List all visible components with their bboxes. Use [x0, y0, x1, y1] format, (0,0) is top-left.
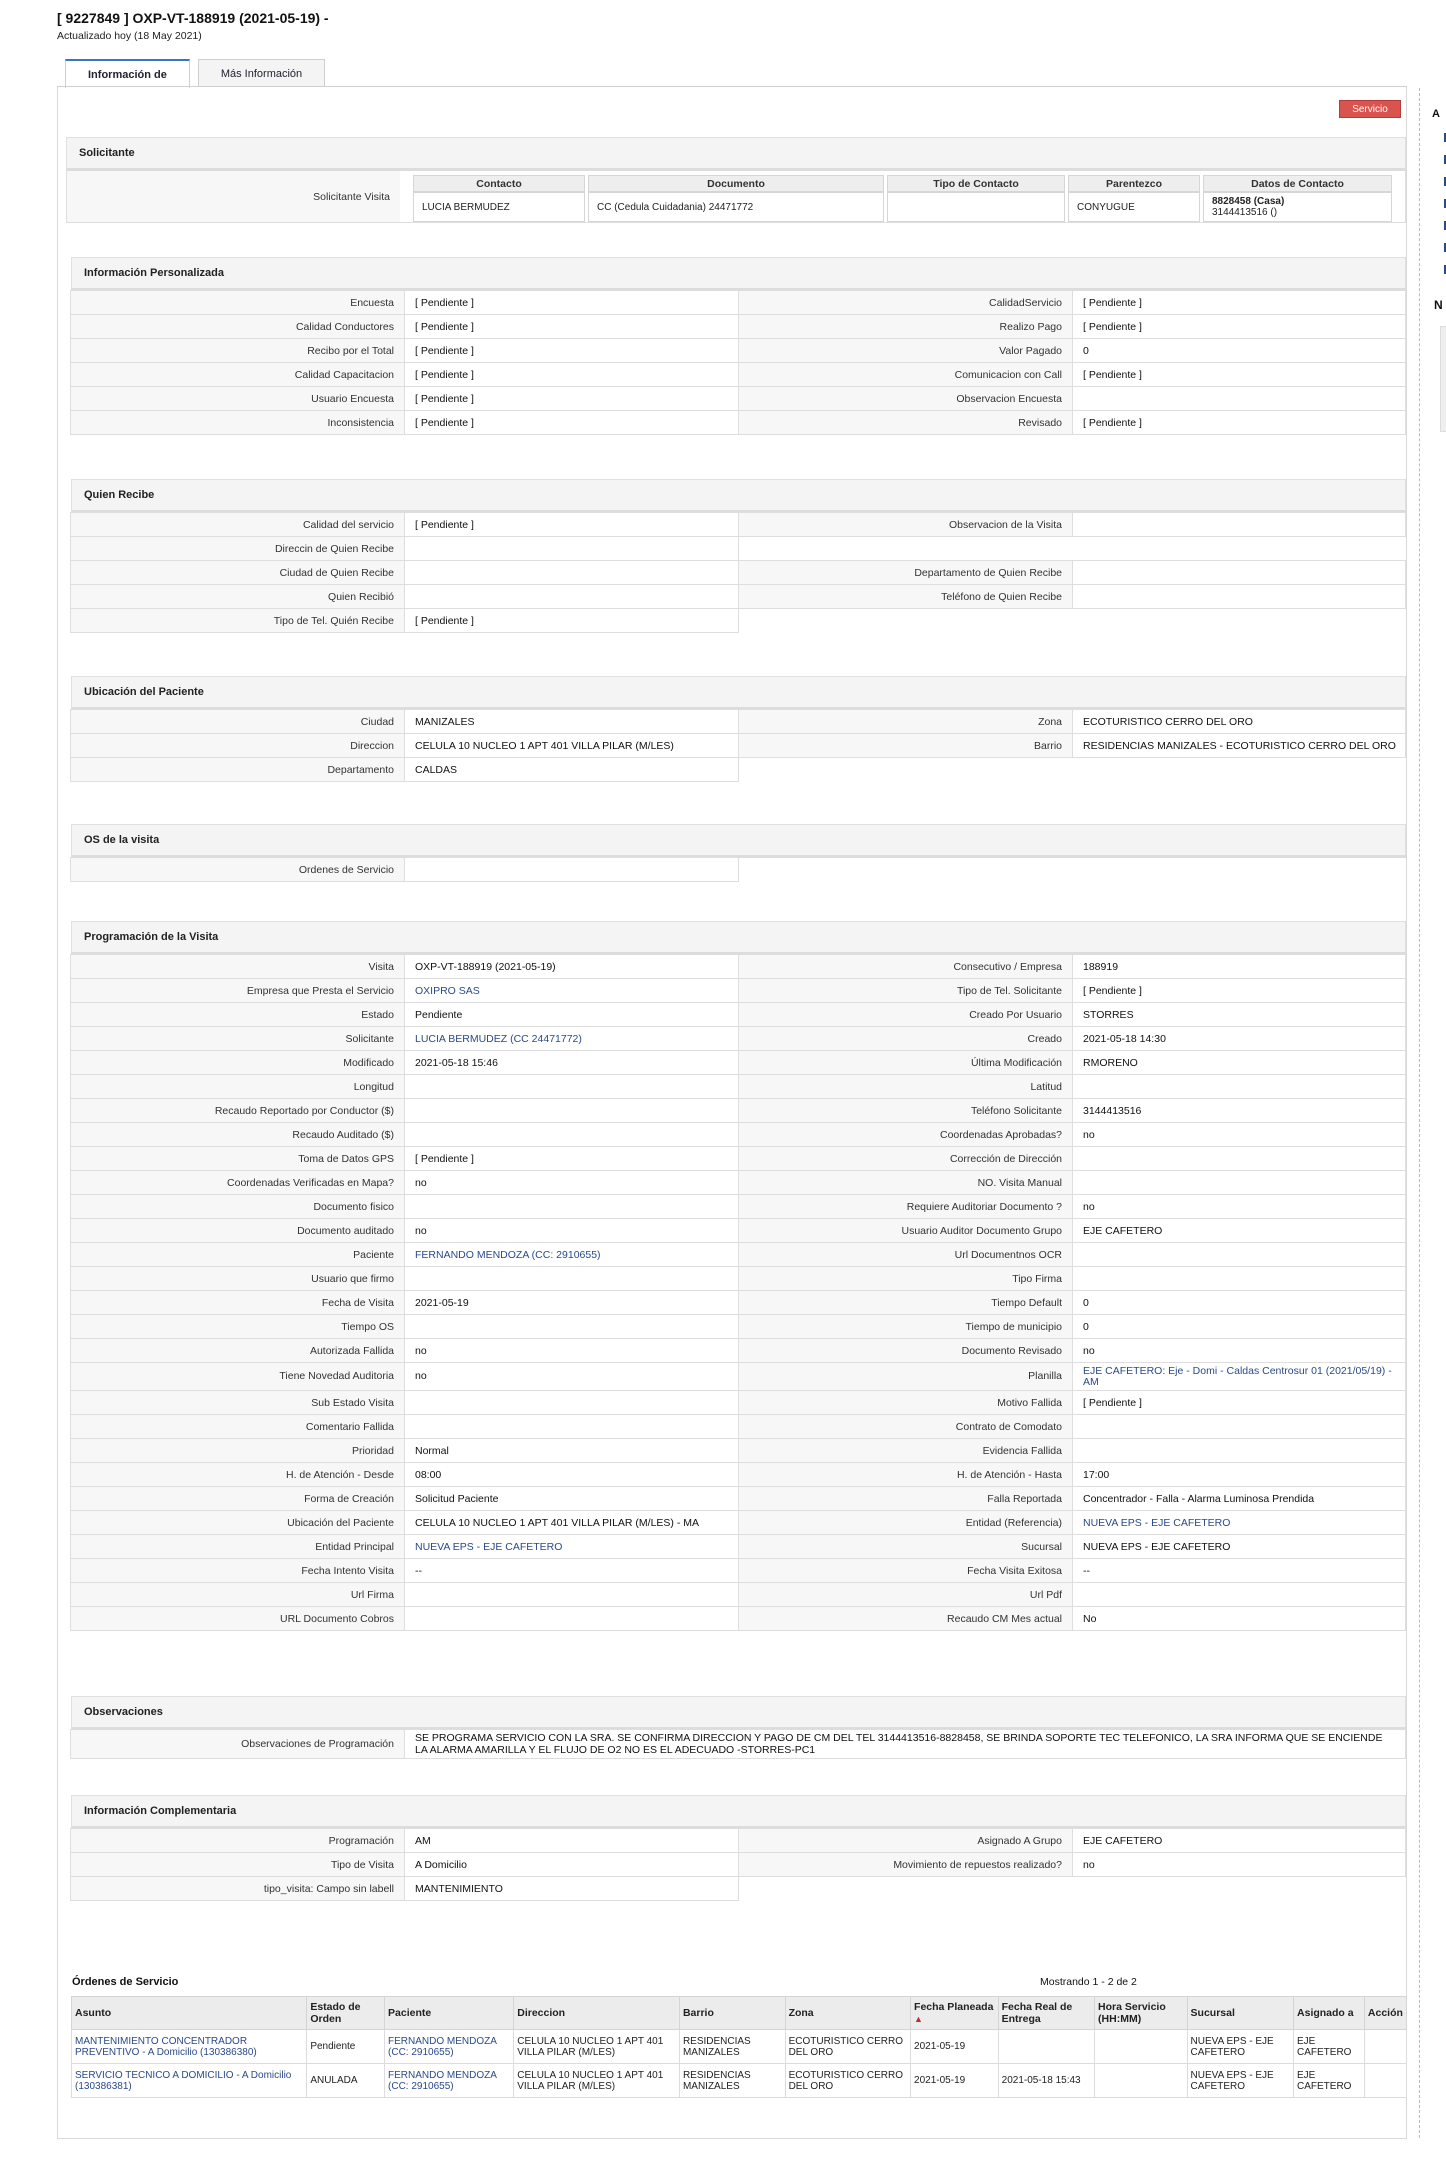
field-label: Documento fisico: [70, 1194, 405, 1219]
field-label: Recibo por el Total: [70, 338, 405, 363]
col-fecha-planeada-label: Fecha Planeada: [914, 2001, 994, 2013]
sidebar-panel: [1440, 326, 1446, 432]
parentezco-value: CONYUGUE: [1068, 192, 1200, 222]
col-fecha-planeada[interactable]: [911, 1997, 999, 2030]
field-label: Inconsistencia: [70, 410, 405, 435]
page-subtitle: Actualizado hoy (18 May 2021): [57, 30, 202, 42]
table-cell: NUEVA EPS - EJE CAFETERO: [1187, 2064, 1293, 2098]
field-label: Calidad del servicio: [70, 512, 405, 537]
field-value: [404, 584, 739, 609]
sidebar-letter-n: N: [1434, 298, 1443, 312]
tipo-contacto-value: [887, 192, 1065, 222]
field-value: 08:00: [404, 1462, 739, 1487]
field-value: EJE CAFETERO: Eje - Domi - Caldas Centrosur 01 (2021/05/19) - AM: [1072, 1362, 1406, 1391]
servicio-button[interactable]: Servicio: [1339, 100, 1401, 118]
field-value: no: [404, 1218, 739, 1243]
field-value: 2021-05-19: [404, 1290, 739, 1315]
field-value: [ Pendiente ]: [404, 608, 739, 633]
section-grid: [71, 710, 1406, 782]
table-cell[interactable]: SERVICIO TECNICO A DOMICILIO - A Domicilio (130386381): [72, 2064, 307, 2098]
field-value: [1072, 1074, 1406, 1099]
field-label: [738, 857, 1073, 882]
field-value: RMORENO: [1072, 1050, 1406, 1075]
table-cell: ANULADA: [307, 2064, 385, 2098]
field-label: Modificado: [70, 1050, 405, 1075]
field-label: Sucursal: [738, 1534, 1073, 1559]
field-label: Corrección de Dirección: [738, 1146, 1073, 1171]
field-value: [1072, 1242, 1406, 1267]
field-label: Requiere Auditoriar Documento ?: [738, 1194, 1073, 1219]
field-label: Direccin de Quien Recibe: [70, 536, 405, 561]
table-cell: [1364, 2030, 1406, 2064]
field-label: Usuario que firmo: [70, 1266, 405, 1291]
col-datos-contacto: Datos de Contacto: [1203, 175, 1392, 192]
field-value: [404, 857, 739, 882]
field-value: [1072, 608, 1406, 633]
field-label: Toma de Datos GPS: [70, 1146, 405, 1171]
section-title: Solicitante: [66, 137, 1406, 171]
field-label: Coordenadas Verificadas en Mapa?: [70, 1170, 405, 1195]
field-value: RESIDENCIAS MANIZALES - ECOTURISTICO CERRO DEL ORO: [1072, 733, 1406, 758]
field-label: Tipo de Tel. Quién Recibe: [70, 608, 405, 633]
field-value: Concentrador - Falla - Alarma Luminosa Prendida: [1072, 1486, 1406, 1511]
field-value: [1072, 757, 1406, 782]
field-label: Fecha Visita Exitosa: [738, 1558, 1073, 1583]
field-value: [1072, 1170, 1406, 1195]
field-value: [ Pendiente ]: [1072, 410, 1406, 435]
section-ubicacion: [71, 676, 1406, 782]
section-solicitante: [66, 137, 1406, 223]
field-label: Ubicación del Paciente: [70, 1510, 405, 1535]
field-label: Falla Reportada: [738, 1486, 1073, 1511]
field-label: Empresa que Presta el Servicio: [70, 978, 405, 1003]
field-value: [404, 1314, 739, 1339]
field-label: H. de Atención - Desde: [70, 1462, 405, 1487]
field-value: [404, 1194, 739, 1219]
field-value: [1072, 1266, 1406, 1291]
field-label: Consecutivo / Empresa: [738, 954, 1073, 979]
section-title: Ubicación del Paciente: [71, 676, 1406, 710]
table-cell: 2021-05-18 15:43: [998, 2064, 1094, 2098]
field-value: [404, 1414, 739, 1439]
field-value: [ Pendiente ]: [404, 338, 739, 363]
datos-contacto-value: [1203, 192, 1392, 222]
field-value: [1072, 1582, 1406, 1607]
field-value: 0: [1072, 1290, 1406, 1315]
ordenes-count: Mostrando 1 - 2 de 2: [1040, 1976, 1137, 1988]
field-value: 0: [1072, 338, 1406, 363]
field-value: no: [404, 1362, 739, 1391]
field-value: [1072, 1876, 1406, 1901]
field-label: Solicitante: [70, 1026, 405, 1051]
field-value: [404, 1390, 739, 1415]
field-label: Creado Por Usuario: [738, 1002, 1073, 1027]
table-cell: EJE CAFETERO: [1294, 2064, 1365, 2098]
table-cell[interactable]: MANTENIMIENTO CONCENTRADOR PREVENTIVO - A Domicilio (130386380): [72, 2030, 307, 2064]
field-label: [738, 757, 1073, 782]
field-value: CELULA 10 NUCLEO 1 APT 401 VILLA PILAR (M/LES): [404, 733, 739, 758]
field-value: EJE CAFETERO: [1072, 1218, 1406, 1243]
field-label: Planilla: [738, 1362, 1073, 1391]
observaciones-row: [71, 1730, 1406, 1759]
table-cell: [1095, 2030, 1188, 2064]
field-label: Entidad Principal: [70, 1534, 405, 1559]
field-label: Ciudad de Quien Recibe: [70, 560, 405, 585]
field-label: Entidad (Referencia): [738, 1510, 1073, 1535]
field-value: [1072, 1438, 1406, 1463]
datos-line-2: 3144413516 (): [1212, 207, 1278, 219]
section-observaciones: [71, 1696, 1406, 1759]
field-value: Normal: [404, 1438, 739, 1463]
field-label: Comentario Fallida: [70, 1414, 405, 1439]
field-label: Calidad Capacitacion: [70, 362, 405, 387]
field-label: Estado: [70, 1002, 405, 1027]
documento-value: CC (Cedula Cuidadania) 24471772: [588, 192, 884, 222]
field-label: Movimiento de repuestos realizado?: [738, 1852, 1073, 1877]
section-grid: [71, 513, 1406, 633]
field-label: Creado: [738, 1026, 1073, 1051]
field-value: [ Pendiente ]: [404, 362, 739, 387]
field-value: NUEVA EPS - EJE CAFETERO: [1072, 1510, 1406, 1535]
section-grid: [71, 955, 1406, 1631]
field-value: [1072, 584, 1406, 609]
field-value: [1072, 536, 1406, 561]
tab-bar: [65, 59, 333, 87]
col-parentezco: Parentezco: [1068, 175, 1200, 192]
solicitante-visita-label: Solicitante Visita: [67, 171, 400, 222]
section-title: Información Complementaria: [71, 1795, 1406, 1829]
field-value: No: [1072, 1606, 1406, 1631]
field-value: [404, 536, 739, 561]
col-fecha-real[interactable]: Fecha Real de Entrega: [998, 1997, 1094, 2030]
field-label: Paciente: [70, 1242, 405, 1267]
field-value: no: [1072, 1338, 1406, 1363]
field-value: ECOTURISTICO CERRO DEL ORO: [1072, 709, 1406, 734]
field-label: Visita: [70, 954, 405, 979]
field-label: Ordenes de Servicio: [70, 857, 405, 882]
ordenes-header-row: [72, 1997, 1407, 2030]
field-label: Observacion de la Visita: [738, 512, 1073, 537]
field-label: Autorizada Fallida: [70, 1338, 405, 1363]
field-value: CELULA 10 NUCLEO 1 APT 401 VILLA PILAR (M/LES) - MA: [404, 1510, 739, 1535]
page-title: [ 9227849 ] OXP-VT-188919 (2021-05-19) -: [57, 10, 329, 26]
field-label: Direccion: [70, 733, 405, 758]
field-value: OXIPRO SAS: [404, 978, 739, 1003]
field-label: [738, 608, 1073, 633]
field-value: [ Pendiente ]: [404, 290, 739, 315]
sidebar-letter-a: A: [1432, 108, 1440, 120]
field-value: [404, 1122, 739, 1147]
ordenes-title: Órdenes de Servicio: [72, 1976, 179, 1988]
field-label: Última Modificación: [738, 1050, 1073, 1075]
field-label: Barrio: [738, 733, 1073, 758]
field-value: no: [1072, 1852, 1406, 1877]
field-value: MANTENIMIENTO: [404, 1876, 739, 1901]
table-cell: NUEVA EPS - EJE CAFETERO: [1187, 2030, 1293, 2064]
field-value: OXP-VT-188919 (2021-05-19): [404, 954, 739, 979]
col-accion: Acción: [1364, 1997, 1406, 2030]
field-value: NUEVA EPS - EJE CAFETERO: [1072, 1534, 1406, 1559]
field-label: Teléfono de Quien Recibe: [738, 584, 1073, 609]
table-cell: RESIDENCIAS MANIZALES: [679, 2064, 785, 2098]
section-title: Programación de la Visita: [71, 921, 1406, 955]
table-cell: [998, 2030, 1094, 2064]
table-row: [72, 2030, 1407, 2064]
col-asignado[interactable]: Asignado a: [1294, 1997, 1365, 2030]
section-title: Información Personalizada: [71, 257, 1406, 291]
section-grid: [71, 291, 1406, 435]
field-label: [738, 536, 1073, 561]
field-value: LUCIA BERMUDEZ (CC 24471772): [404, 1026, 739, 1051]
field-label: Coordenadas Aprobadas?: [738, 1122, 1073, 1147]
field-label: Recaudo Reportado por Conductor ($): [70, 1098, 405, 1123]
field-label: Calidad Conductores: [70, 314, 405, 339]
table-cell: 2021-05-19: [911, 2030, 999, 2064]
table-cell: [1364, 2064, 1406, 2098]
col-barrio[interactable]: Barrio: [679, 1997, 785, 2030]
field-value: [ Pendiente ]: [404, 314, 739, 339]
field-value: [ Pendiente ]: [404, 386, 739, 411]
field-label: Tiempo OS: [70, 1314, 405, 1339]
section-complementaria: [71, 1795, 1406, 1901]
field-value: [404, 1606, 739, 1631]
field-value: [ Pendiente ]: [1072, 1390, 1406, 1415]
field-label: Usuario Encuesta: [70, 386, 405, 411]
field-value: [404, 1582, 739, 1607]
ordenes-body: [72, 2030, 1407, 2098]
field-label: Departamento de Quien Recibe: [738, 560, 1073, 585]
field-value: 188919: [1072, 954, 1406, 979]
field-value: no: [404, 1170, 739, 1195]
field-value: no: [1072, 1194, 1406, 1219]
section-title: Observaciones: [71, 1696, 1406, 1730]
field-label: Tipo de Visita: [70, 1852, 405, 1877]
table-cell[interactable]: FERNANDO MENDOZA (CC: 2910655): [385, 2030, 514, 2064]
field-label: H. de Atención - Hasta: [738, 1462, 1073, 1487]
field-value: 2021-05-18 14:30: [1072, 1026, 1406, 1051]
field-value: Pendiente: [404, 1002, 739, 1027]
field-label: Quien Recibió: [70, 584, 405, 609]
field-value: [1072, 512, 1406, 537]
page-header: [57, 10, 329, 42]
field-label: Recaudo CM Mes actual: [738, 1606, 1073, 1631]
table-cell: Pendiente: [307, 2030, 385, 2064]
table-cell: 2021-05-19: [911, 2064, 999, 2098]
field-value: [ Pendiente ]: [404, 512, 739, 537]
field-label: Ciudad: [70, 709, 405, 734]
field-label: [738, 1876, 1073, 1901]
field-value: [404, 1074, 739, 1099]
field-value: [ Pendiente ]: [1072, 978, 1406, 1003]
col-estado[interactable]: Estado de Orden: [307, 1997, 385, 2030]
field-label: Longitud: [70, 1074, 405, 1099]
table-cell[interactable]: FERNANDO MENDOZA (CC: 2910655): [385, 2064, 514, 2098]
ordenes-table: [71, 1996, 1407, 2098]
field-label: Latitud: [738, 1074, 1073, 1099]
field-value: [404, 1266, 739, 1291]
field-label: Observacion Encuesta: [738, 386, 1073, 411]
field-label: Asignado A Grupo: [738, 1828, 1073, 1853]
field-value: NUEVA EPS - EJE CAFETERO: [404, 1534, 739, 1559]
col-paciente[interactable]: Paciente: [385, 1997, 514, 2030]
tab-mas-informacion[interactable]: Más Información: [198, 59, 325, 87]
table-cell: ECOTURISTICO CERRO DEL ORO: [785, 2030, 910, 2064]
field-label: URL Documento Cobros: [70, 1606, 405, 1631]
table-row: [72, 2064, 1407, 2098]
datos-line-1: 8828458 (Casa): [1212, 196, 1285, 208]
field-value: AM: [404, 1828, 739, 1853]
tab-informacion[interactable]: Información de: [65, 59, 190, 88]
section-quien-recibe: [71, 479, 1406, 633]
table-cell: CELULA 10 NUCLEO 1 APT 401 VILLA PILAR (M/LES): [514, 2030, 680, 2064]
field-value: [1072, 386, 1406, 411]
field-label: Realizo Pago: [738, 314, 1073, 339]
field-value: [ Pendiente ]: [404, 410, 739, 435]
field-label: tipo_visita: Campo sin labell: [70, 1876, 405, 1901]
field-value: 2021-05-18 15:46: [404, 1050, 739, 1075]
field-value: 17:00: [1072, 1462, 1406, 1487]
col-hora-servicio[interactable]: Hora Servicio (HH:MM): [1095, 1997, 1188, 2030]
field-label: Sub Estado Visita: [70, 1390, 405, 1415]
col-asunto[interactable]: Asunto: [72, 1997, 307, 2030]
field-value: [ Pendiente ]: [404, 1146, 739, 1171]
field-value: [404, 1098, 739, 1123]
observaciones-label: Observaciones de Programación: [70, 1729, 405, 1759]
field-label: Valor Pagado: [738, 338, 1073, 363]
field-label: Evidencia Fallida: [738, 1438, 1073, 1463]
field-label: Encuesta: [70, 290, 405, 315]
field-value: FERNANDO MENDOZA (CC: 2910655): [404, 1242, 739, 1267]
section-os-visita: [71, 824, 1406, 882]
field-value: no: [1072, 1122, 1406, 1147]
section-grid: [71, 1829, 1406, 1901]
right-sidebar: [1419, 88, 1446, 2138]
field-label: Tiempo de municipio: [738, 1314, 1073, 1339]
field-value: Solicitud Paciente: [404, 1486, 739, 1511]
field-value: [1072, 560, 1406, 585]
field-label: Tiempo Default: [738, 1290, 1073, 1315]
field-label: Tiene Novedad Auditoria: [70, 1362, 405, 1391]
col-documento: Documento: [588, 175, 884, 192]
table-cell: RESIDENCIAS MANIZALES: [679, 2030, 785, 2064]
field-label: NO. Visita Manual: [738, 1170, 1073, 1195]
field-value: --: [1072, 1558, 1406, 1583]
sort-asc-icon: ▲: [914, 2014, 923, 2024]
field-label: Forma de Creación: [70, 1486, 405, 1511]
section-programacion: [71, 921, 1406, 1631]
field-value: [ Pendiente ]: [1072, 314, 1406, 339]
field-label: Url Pdf: [738, 1582, 1073, 1607]
field-value: EJE CAFETERO: [1072, 1828, 1406, 1853]
field-label: Recaudo Auditado ($): [70, 1122, 405, 1147]
field-value: CALDAS: [404, 757, 739, 782]
field-value: [1072, 1146, 1406, 1171]
field-label: Contrato de Comodato: [738, 1414, 1073, 1439]
field-value: [ Pendiente ]: [1072, 362, 1406, 387]
field-value: [404, 560, 739, 585]
col-contacto: Contacto: [413, 175, 585, 192]
contacto-value: LUCIA BERMUDEZ: [413, 192, 585, 222]
field-label: Documento Revisado: [738, 1338, 1073, 1363]
table-cell: ECOTURISTICO CERRO DEL ORO: [785, 2064, 910, 2098]
field-label: Documento auditado: [70, 1218, 405, 1243]
section-grid: [71, 858, 1406, 882]
field-label: Url Documentnos OCR: [738, 1242, 1073, 1267]
field-label: Tipo Firma: [738, 1266, 1073, 1291]
field-label: Tipo de Tel. Solicitante: [738, 978, 1073, 1003]
col-direccion[interactable]: Direccion: [514, 1997, 680, 2030]
field-label: Usuario Auditor Documento Grupo: [738, 1218, 1073, 1243]
field-label: Zona: [738, 709, 1073, 734]
table-cell: EJE CAFETERO: [1294, 2030, 1365, 2064]
field-value: A Domicilio: [404, 1852, 739, 1877]
field-label: Prioridad: [70, 1438, 405, 1463]
field-label: Departamento: [70, 757, 405, 782]
table-cell: CELULA 10 NUCLEO 1 APT 401 VILLA PILAR (M/LES): [514, 2064, 680, 2098]
col-zona[interactable]: Zona: [785, 1997, 910, 2030]
field-label: Motivo Fallida: [738, 1390, 1073, 1415]
field-value: MANIZALES: [404, 709, 739, 734]
field-value: --: [404, 1558, 739, 1583]
field-label: Url Firma: [70, 1582, 405, 1607]
field-value: no: [404, 1338, 739, 1363]
field-value: [1072, 857, 1406, 882]
field-label: Programación: [70, 1828, 405, 1853]
section-title: Quien Recibe: [71, 479, 1406, 513]
col-sucursal[interactable]: Sucursal: [1187, 1997, 1293, 2030]
field-value: [ Pendiente ]: [1072, 290, 1406, 315]
observaciones-value: SE PROGRAMA SERVICIO CON LA SRA. SE CONFIRMA DIRECCION Y PAGO DE CM DEL TEL 3144413516-8828458, SE BRINDA SOPORTE TEC TELEFONICO, LA SRA INFORMA QUE SE ENCIENDE LA ALARMA AMARILLA Y EL FLUJO DE O2 NO ES EL ADECUADO -STORRES-PC1: [404, 1729, 1406, 1759]
field-label: Fecha de Visita: [70, 1290, 405, 1315]
field-value: 3144413516: [1072, 1098, 1406, 1123]
section-title: OS de la visita: [71, 824, 1406, 858]
field-value: 0: [1072, 1314, 1406, 1339]
field-label: Fecha Intento Visita: [70, 1558, 405, 1583]
field-value: [1072, 1414, 1406, 1439]
field-label: Revisado: [738, 410, 1073, 435]
table-cell: [1095, 2064, 1188, 2098]
solicitante-table: [410, 175, 1395, 222]
field-value: STORRES: [1072, 1002, 1406, 1027]
field-label: Teléfono Solicitante: [738, 1098, 1073, 1123]
field-label: CalidadServicio: [738, 290, 1073, 315]
field-label: Comunicacion con Call: [738, 362, 1073, 387]
section-personalizada: [71, 257, 1406, 435]
col-tipo-contacto: Tipo de Contacto: [887, 175, 1065, 192]
